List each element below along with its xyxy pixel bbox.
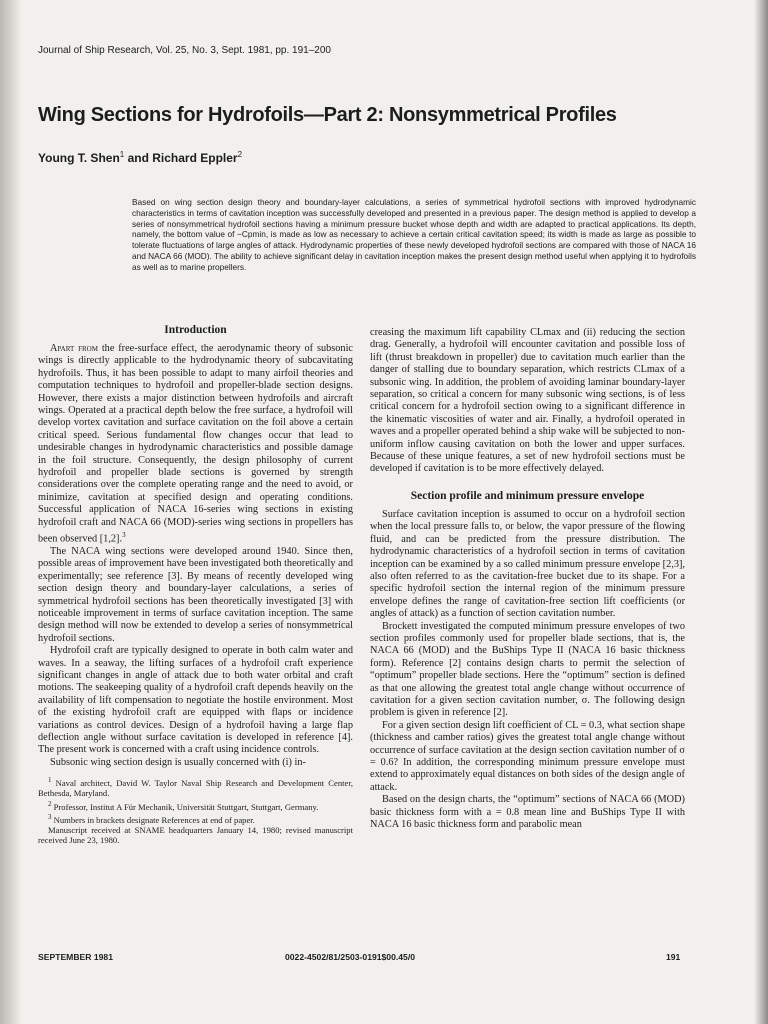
page-edge-shadow xyxy=(754,0,768,1024)
paper-title: Wing Sections for Hydrofoils—Part 2: Nonsymmetrical Profiles xyxy=(38,104,617,126)
author-2-footnote-mark: 2 xyxy=(237,150,243,159)
footnote-mark: 3 xyxy=(122,531,126,540)
intro-paragraph-3: Hydrofoil craft are typically designed to operate in both calm water and waves. In a seaway, the lifting surfaces of a hydrofoil craft experience significant changes in angle of attack due to both water orbital and craft motions. The seakeeping quality of a hydrofoil craft depends heavily on the availability of lift compensation to negotiate the hostile environment. Most of the existing hydrofoil craft are equipped with flaps or incidence variations as control devices. Design of a hydrofoil having a large flap deflection angle without surface cavitation is developed in reference [4]. The present work is concerned with a craft using incidence controls. xyxy=(38,645,353,756)
profile-paragraph-2: Brockett investigated the computed minimum pressure envelopes of two section profiles commonly used for propeller blade sections, that is, the NACA 66 (MOD) and the BuShips Type II (NACA 16 basic thickness form). Reference [2] contains design charts to permit the selection of “optimum” propeller blade sections. Here the “optimum” section is defined as that one allowing the greatest total angle change without occurrence of cavitation for a given section cavitation number, σ. The following design problem is given in reference [2]. xyxy=(370,620,685,719)
footnote-1: $^1$ Naval architect, David W. Taylor Naval Ship Research and Development Center, Bethesda, Maryland. xyxy=(38,776,353,799)
intro-paragraph-1 xyxy=(38,343,353,546)
footnote-2: $^2$ Professor, Institut A Für Mechanik, Universität Stuttgart, Stuttgart, Germany. xyxy=(48,799,319,812)
footer-date: SEPTEMBER 1981 xyxy=(38,952,113,962)
intro-paragraph-2: The NACA wing sections were developed around 1940. Since then, possible areas of improvement have been investigated both theoretically and experimentally; see reference [3]. By means of recently developed wing section design theory and boundary-layer calculations, a series of symmetrical hydrofoil sections has been theoretically investigated [3] with noticeable improvement in terms of surface cavitation inception. The same design method will now be extended to develop a series of nonsymmetrical hydrofoil sections. xyxy=(38,545,353,644)
intro-paragraph-4: Subsonic wing section design is usually concerned with (i) in- xyxy=(50,756,306,768)
profile-paragraph-3: For a given section design lift coefficient of CL = 0.3, what section shape (thickness and camber ratios) gives the greatest total angle change without occurrence of surface cavitation at the design section cavitation number of σ = 0.6? In addition, the corresponding minimum pressure envelope must extend to approximately equal distances on both sides of the design angle of attack. xyxy=(370,719,685,793)
journal-citation: Journal of Ship Research, Vol. 25, No. 3, Sept. 1981, pp. 191–200 xyxy=(38,45,331,56)
intro-paragraph-1-text: the free-surface effect, the aerodynamic theory of subsonic wings is directly applicable to the hydrodynamic theory of subcavitating hydrofoils. Thus, it has been possible to adapt to many airfoil theories and computation techniques to hydrofoil and propeller-blade section designs. However, there exists a major distinction between hydrofoils and aircraft wings. Operated at a practical depth below the free surface, a hydrofoil will develop vortex cavitation and surface cavitation on the foil above a certain critical speed. Serious fundamental flow changes occur that lead to undesirable changes in hydrodynamic characteristics and possible damage in the foil structure. Consequently, the design philosophy of current hydrofoil and propeller blade sections is governed by strength considerations over the complete operating range and the need to avoid, or minimize, cavitation at specified design and operating conditions. Successful application of NACA 16-series wing sections in existing hydrofoil craft and NACA 66 (MOD)-series wing sections in propellers has been observed [1,2]. xyxy=(38,343,353,545)
manuscript-note: Manuscript received at SNAME headquarters January 14, 1980; revised manuscript received June 23, 1980. xyxy=(38,824,353,845)
intro-continuation: creasing the maximum lift capability CLmax and (ii) reducing the section drag. Generally, a hydrofoil will encounter cavitation and possible loss of lift (thrust breakdown in propeller) due to cavitation much earlier than the danger of stalling due to boundary separation, which restricts CLmax of a subsonic wing. In addition, the problem of avoiding laminar boundary-layer separation, so critical a concern for many subsonic wing sections, is of less critical concern for a hydrofoil section owing to a significant difference in the kinematic viscosities of water and air. Finally, a hydrofoil operated in waves and a propeller operated behind a ship wake will be subjected to non-uniform inflow causing cavitation on both the lower and upper surfaces. Because of these unique features, a set of new hydrofoil sections must be developed if cavitation is to be more effectively delayed. xyxy=(370,327,685,475)
footnote-3-text: Numbers in brackets designate References at end of paper. xyxy=(53,814,255,825)
profile-paragraph-1: Surface cavitation inception is assumed to occur on a hydrofoil section when the local pressure falls to, or below, the vapor pressure of the flowing fluid, and can be predicted from the pressure distribution. The hydrodynamic characteristics of a hydrofoil section in terms of cavitation inception can be examined by a so called minimum pressure envelope [2,3], also often referred to as the cavitation-free bucket due to its shape. For a specific hydrofoil section the internal region of the minimum pressure envelope defines the range of cavitation-free section lift coefficients (or angles of attack) as a function of section cavitation number. xyxy=(370,508,685,620)
right-column xyxy=(370,327,685,831)
profile-paragraph-4: Based on the design charts, the “optimum” sections of NACA 66 (MOD) basic thickness form with a = 0.8 mean line and BuShips Type II with NACA 16 basic thickness form and parabolic mean xyxy=(370,794,685,831)
author-1-footnote-mark: 1 xyxy=(119,150,125,159)
section-heading-profile: Section profile and minimum pressure envelope xyxy=(410,489,645,502)
page-gutter-shadow xyxy=(0,0,22,1024)
abstract: Based on wing section design theory and boundary-layer calculations, a series of symmetrical hydrofoil sections with improved hydrodynamic characteristics in terms of cavitation inception was successfully developed and presented in a previous paper. The design method is applied to develop a series of nonsymmetrical hydrofoil sections having a minimum pressure bucket whose depth and width are adapted to practical applications. Its depth, namely, the bottom value of −Cpmin, is made as low as necessary to achieve a certain critical cavitation speed; its width is made as large as possible to tolerate fluctuations of large angles of attack. Hydrodynamic properties of these newly developed hydrofoil sections are compared with those of NACA 16 and NACA 66 (MOD). The ability to achieve significant delay in cavitation inception makes the present design method useful when applying it to hydrofoils as well as to marine propellers. xyxy=(132,197,696,272)
footnotes xyxy=(38,775,353,845)
page-number: 191 xyxy=(666,952,681,962)
author-2: Richard Eppler xyxy=(152,151,238,165)
footer-code: 0022-4502/81/2503-0191$00.45/0 xyxy=(285,952,415,962)
drop-lead-in: Apart from xyxy=(50,343,98,354)
section-heading-introduction: Introduction xyxy=(164,324,227,336)
footnote-2-text: Professor, Institut A Für Mechanik, Universität Stuttgart, Stuttgart, Germany. xyxy=(53,801,319,812)
author-line xyxy=(38,150,242,165)
left-column xyxy=(38,324,353,845)
author-1: Young T. Shen xyxy=(38,151,120,165)
footnote-1-text: Naval architect, David W. Taylor Naval Ship Research and Development Center, Bethesda, Maryland. xyxy=(38,778,353,799)
author-conjunction: and xyxy=(124,151,153,165)
footnote-3: $^3$ Numbers in brackets designate References at end of paper. xyxy=(48,812,255,825)
